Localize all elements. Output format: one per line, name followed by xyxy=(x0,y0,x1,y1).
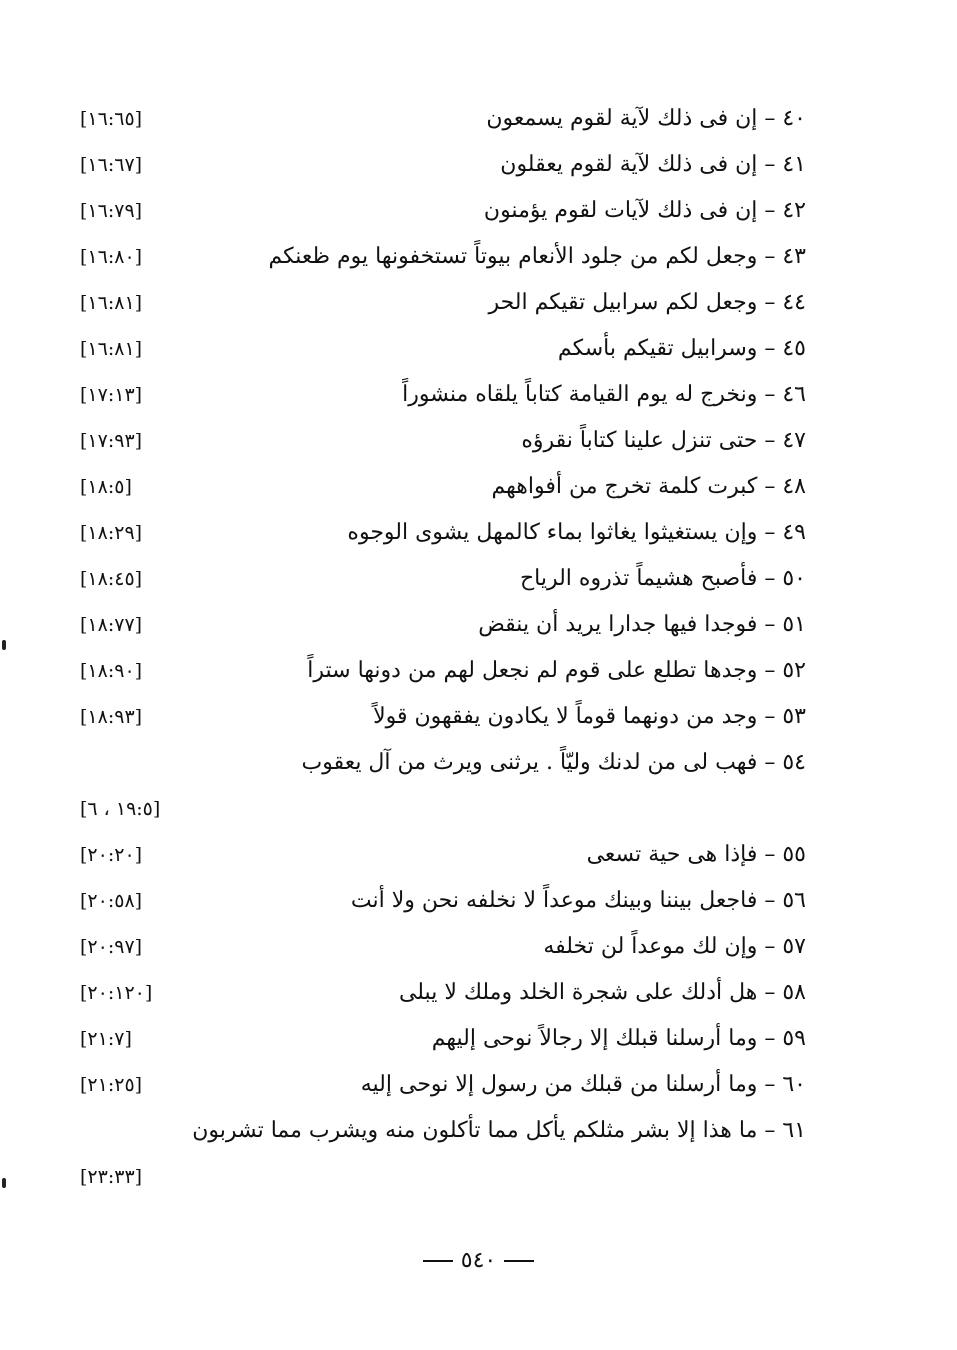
entry-text: ٤٦ – ونخرج له يوم القيامة كتاباً يلقاه منشوراً xyxy=(402,382,806,407)
page-footer xyxy=(0,1248,957,1273)
entry-row xyxy=(76,878,806,924)
entry-list xyxy=(76,96,806,1200)
entry-reference: [١٦:٨٠] xyxy=(80,246,143,268)
entry-row xyxy=(76,648,806,694)
footer-rule xyxy=(504,1260,534,1262)
entry-text: ٥٣ – وجد من دونهما قوماً لا يكادون يفقهون قولاً xyxy=(373,704,806,729)
entry-reference: [١٩:٥ ، ٦] xyxy=(80,798,161,820)
entry-reference: [١٦:٨١] xyxy=(80,338,143,360)
entry-row xyxy=(76,96,806,142)
entry-reference: [١٦:٦٥] xyxy=(80,108,143,130)
entry-text: ٦٠ – وما أرسلنا من قبلك من رسول إلا نوحى إليه xyxy=(360,1072,806,1097)
entry-row xyxy=(76,832,806,878)
entry-row xyxy=(76,1016,806,1062)
entry-reference: [١٨:٩٣] xyxy=(80,706,143,728)
entry-text: ٤٧ – حتى تنزل علينا كتاباً نقرؤه xyxy=(521,428,806,453)
entry-text: ٦١ – ما هذا إلا بشر مثلكم يأكل مما تأكلون منه ويشرب مما تشربون xyxy=(192,1118,806,1143)
entry-reference: [١٨:٧٧] xyxy=(80,614,143,636)
entry-row xyxy=(76,142,806,188)
entry-text: ٥٩ – وما أرسلنا قبلك إلا رجالاً نوحى إليهم xyxy=(431,1026,806,1051)
entry-text: ٤٠ – إن فى ذلك لآية لقوم يسمعون xyxy=(486,106,806,131)
entry-row xyxy=(76,1108,806,1154)
entry-reference: [٢٣:٣٣] xyxy=(80,1166,143,1188)
entry-text: ٤٢ – إن فى ذلك لآيات لقوم يؤمنون xyxy=(483,198,806,223)
entry-reference: [١٨:٤٥] xyxy=(80,568,143,590)
entry-reference: [٢١:٢٥] xyxy=(80,1074,143,1096)
entry-text: ٥٤ – فهب لى من لدنك وليّاً . يرثنى ويرث من آل يعقوب xyxy=(301,750,806,775)
entry-text: ٤٤ – وجعل لكم سرابيل تقيكم الحر xyxy=(488,290,806,315)
entry-reference: [١٨:٥] xyxy=(80,476,132,498)
entry-text: ٥٠ – فأصبح هشيماً تذروه الرياح xyxy=(519,566,806,591)
footer-rule xyxy=(423,1260,453,1262)
entry-row xyxy=(76,602,806,648)
entry-reference: [٢٠:٥٨] xyxy=(80,890,143,912)
entry-row xyxy=(76,694,806,740)
entry-text: ٤٨ – كبرت كلمة تخرج من أفواههم xyxy=(491,474,806,499)
entry-text: ٤١ – إن فى ذلك لآية لقوم يعقلون xyxy=(500,152,806,177)
entry-row xyxy=(76,1062,806,1108)
entry-reference: [١٨:٩٠] xyxy=(80,660,143,682)
entry-reference: [١٧:١٣] xyxy=(80,384,143,406)
entry-reference-row xyxy=(76,1154,806,1200)
entry-reference: [٢٠:٢٠] xyxy=(80,844,143,866)
entry-text: ٤٥ – وسرابيل تقيكم بأسكم xyxy=(557,336,806,361)
scan-speck xyxy=(2,1178,6,1188)
entry-text: ٤٩ – وإن يستغيثوا يغاثوا بماء كالمهل يشوى الوجوه xyxy=(347,520,806,545)
entry-row xyxy=(76,280,806,326)
entry-row xyxy=(76,740,806,786)
entry-text: ٥٢ – وجدها تطلع على قوم لم نجعل لهم من دونها ستراً xyxy=(307,658,806,683)
entry-reference: [١٨:٢٩] xyxy=(80,522,143,544)
entry-row xyxy=(76,464,806,510)
entry-reference: [١٦:٨١] xyxy=(80,292,143,314)
entry-row xyxy=(76,234,806,280)
entry-row xyxy=(76,188,806,234)
entry-text: ٤٣ – وجعل لكم من جلود الأنعام بيوتاً تستخفونها يوم ظعنكم xyxy=(268,244,806,269)
entry-text: ٥٧ – وإن لك موعداً لن تخلفه xyxy=(543,934,806,959)
entry-text: ٥٥ – فإذا هى حية تسعى xyxy=(586,842,806,867)
entry-row xyxy=(76,556,806,602)
entry-text: ٥٨ – هل أدلك على شجرة الخلد وملك لا يبلى xyxy=(398,980,806,1005)
entry-reference: [٢٠:٩٧] xyxy=(80,936,143,958)
entry-reference: [٢٠:١٢٠] xyxy=(80,982,153,1004)
entry-reference: [١٧:٩٣] xyxy=(80,430,143,452)
scan-speck xyxy=(2,640,6,650)
entry-row xyxy=(76,924,806,970)
entry-text: ٥٦ – فاجعل بيننا وبينك موعداً لا نخلفه نحن ولا أنت xyxy=(350,888,806,913)
page-number: ٥٤٠ xyxy=(460,1248,497,1273)
entry-row xyxy=(76,372,806,418)
entry-reference: [١٦:٦٧] xyxy=(80,154,143,176)
entry-row xyxy=(76,970,806,1016)
entry-reference-row xyxy=(76,786,806,832)
entry-reference: [١٦:٧٩] xyxy=(80,200,143,222)
entry-reference: [٢١:٧] xyxy=(80,1028,132,1050)
entry-row xyxy=(76,326,806,372)
entry-row xyxy=(76,510,806,556)
entry-row xyxy=(76,418,806,464)
entry-text: ٥١ – فوجدا فيها جدارا يريد أن ينقض xyxy=(478,612,806,637)
